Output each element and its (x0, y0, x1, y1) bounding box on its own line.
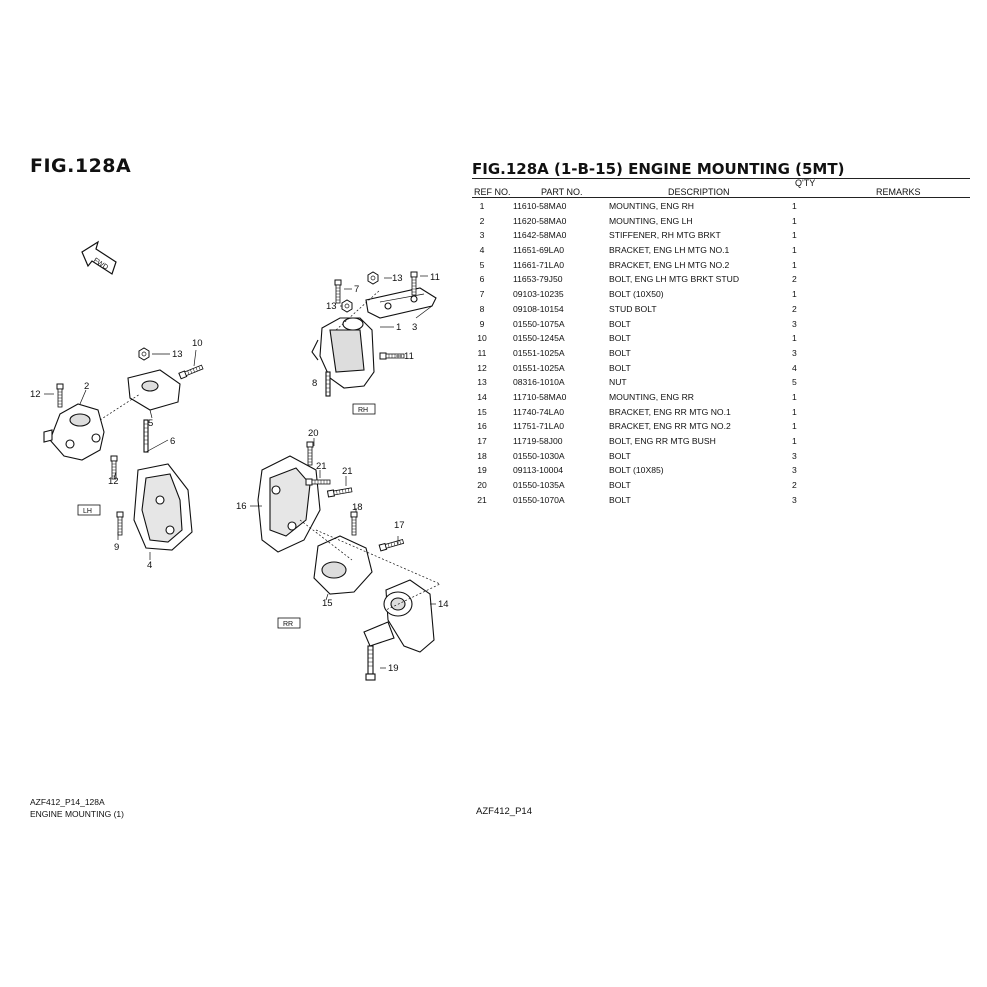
callout-13b: 13 (392, 273, 403, 284)
ref-no-cell: 12 (477, 362, 487, 373)
qty-cell: 1 (792, 245, 797, 256)
description-cell: MOUNTING, ENG LH (609, 215, 693, 226)
callout-21b: 21 (342, 466, 353, 477)
description-cell: STIFFENER, RH MTG BRKT (609, 230, 721, 241)
qty-cell: 3 (792, 450, 797, 461)
callout-11b: 11 (404, 351, 414, 362)
qty-cell: 1 (792, 421, 797, 432)
qty-cell: 1 (792, 391, 797, 402)
header-description: DESCRIPTION (668, 187, 730, 197)
callout-12b: 12 (108, 476, 119, 487)
part-no-cell: 01550-1035A (513, 480, 565, 491)
callout-3: 3 (412, 322, 418, 333)
part-no-cell: 11661-71LA0 (513, 259, 564, 270)
part-no-cell: 01550-1075A (513, 318, 565, 329)
part-no-cell: 09113-10004 (513, 465, 564, 476)
ref-no-cell: 13 (477, 377, 487, 388)
ref-no-cell: 3 (479, 230, 485, 241)
part-no-cell: 11610-58MA0 (513, 201, 567, 211)
part-no-cell: 11751-71LA0 (513, 421, 564, 432)
svg-text:RH: RH (358, 407, 369, 414)
description-cell: MOUNTING, ENG RH (609, 201, 694, 211)
callout-20: 20 (308, 428, 319, 439)
description-cell: BOLT (609, 318, 631, 329)
lh-box-label (78, 505, 100, 515)
stiffener-rh-bracket-part (366, 288, 436, 318)
qty-cell: 1 (792, 230, 797, 241)
callout-21a: 21 (316, 461, 327, 472)
qty-cell: 1 (792, 333, 797, 344)
part-no-cell: 09108-10154 (513, 303, 564, 314)
callout-13c: 13 (326, 301, 337, 312)
ref-no-cell: 7 (479, 289, 485, 300)
callout-15: 15 (322, 598, 333, 609)
image-caption: ENGINE MOUNTING (1) (30, 809, 124, 819)
ref-no-cell: 6 (479, 274, 485, 285)
part-no-cell: 11740-74LA0 (513, 406, 564, 417)
ref-no-cell: 1 (479, 201, 485, 211)
callout-10: 10 (192, 338, 203, 349)
part-no-cell: 11719-58J00 (513, 436, 563, 446)
callout-16: 16 (236, 501, 247, 512)
callout-13a: 13 (172, 349, 183, 360)
image-code: AZF412_P14_128A (30, 797, 105, 807)
qty-cell: 1 (792, 259, 797, 270)
ref-no-cell: 15 (477, 406, 487, 417)
callout-9: 9 (114, 542, 120, 553)
callout-4: 4 (147, 560, 153, 571)
description-cell: BOLT (609, 362, 631, 373)
description-cell: BRACKET, ENG LH MTG NO.1 (609, 245, 730, 256)
description-cell: NUT (609, 377, 627, 388)
header-remarks: REMARKS (876, 187, 921, 197)
callout-18: 18 (352, 502, 363, 513)
mounting-eng-rr-part (386, 580, 434, 652)
callout-7: 7 (354, 284, 360, 295)
ref-no-cell: 14 (477, 391, 487, 402)
part-no-cell: 01550-1030A (513, 450, 565, 461)
callout-1: 1 (396, 322, 402, 333)
fwd-arrow-label: FWD (91, 257, 110, 272)
lh-mount-group (44, 348, 203, 550)
callout-11a: 11 (430, 272, 440, 283)
qty-cell: 5 (792, 377, 797, 388)
qty-cell: 3 (792, 494, 797, 505)
ref-no-cell: 10 (477, 333, 487, 344)
mounting-eng-lh-part (50, 404, 104, 460)
description-cell: BOLT (609, 480, 631, 491)
description-cell: BOLT (609, 494, 631, 505)
qty-cell: 1 (792, 201, 797, 211)
description-cell: BOLT (609, 347, 631, 358)
description-cell: MOUNTING, ENG RR (609, 391, 694, 402)
header-part-no: PART NO. (541, 187, 583, 197)
part-no-cell: 11651-69LA0 (513, 245, 564, 256)
ref-no-cell: 21 (477, 494, 487, 505)
ref-no-cell: 19 (477, 465, 487, 476)
rh-mount-group (312, 272, 436, 396)
rh-box-label (353, 404, 375, 414)
callout-17: 17 (394, 520, 405, 531)
ref-no-cell: 18 (477, 450, 487, 461)
ref-no-cell: 5 (479, 259, 485, 270)
forward-arrow-icon (82, 242, 116, 274)
qty-cell: 2 (792, 274, 797, 285)
table-title: FIG.128A (1-B-15) ENGINE MOUNTING (5MT) (472, 160, 845, 178)
callout-5: 5 (148, 418, 154, 429)
part-no-cell: 11642-58MA0 (513, 230, 567, 241)
svg-text:LH: LH (83, 508, 92, 515)
description-cell: BOLT, ENG RR MTG BUSH (609, 436, 716, 446)
part-no-cell: 11710-58MA0 (513, 391, 567, 402)
svg-text:RR: RR (283, 621, 294, 628)
description-cell: BOLT, ENG LH MTG BRKT STUD (609, 274, 740, 285)
header-ref-no: REF NO. (474, 187, 511, 197)
qty-cell: 3 (792, 465, 797, 476)
callout-19: 19 (388, 663, 399, 674)
ref-no-cell: 2 (479, 215, 485, 226)
description-cell: BOLT (609, 333, 631, 344)
part-no-cell: 09103-10235 (513, 289, 564, 300)
description-cell: STUD BOLT (609, 303, 657, 314)
part-no-cell: 01551-1025A (513, 362, 565, 373)
callout-6: 6 (170, 436, 176, 447)
part-no-cell: 11620-58MA0 (513, 215, 567, 226)
part-no-cell: 01550-1245A (513, 333, 565, 344)
page-code: AZF412_P14 (476, 806, 532, 817)
rr-box-label (278, 618, 300, 628)
ref-no-cell: 11 (477, 347, 487, 358)
qty-cell: 2 (792, 303, 797, 314)
part-no-cell: 01551-1025A (513, 347, 565, 358)
description-cell: BOLT (10X50) (609, 289, 664, 300)
description-cell: BOLT (10X85) (609, 465, 664, 476)
qty-cell: 1 (792, 289, 797, 300)
callout-12a: 12 (30, 389, 41, 400)
part-no-cell: 08316-1010A (513, 377, 565, 388)
qty-cell: 4 (792, 362, 797, 373)
qty-cell: 1 (792, 436, 797, 446)
qty-cell: 2 (792, 480, 797, 491)
callout-8: 8 (312, 378, 318, 389)
callout-14: 14 (438, 599, 449, 610)
ref-no-cell: 9 (479, 318, 485, 329)
qty-cell: 3 (792, 347, 797, 358)
ref-no-cell: 16 (477, 421, 487, 432)
description-cell: BRACKET, ENG LH MTG NO.2 (609, 259, 730, 270)
ref-no-cell: 4 (479, 245, 485, 256)
qty-cell: 1 (792, 215, 797, 226)
ref-no-cell: 17 (477, 436, 487, 446)
ref-no-cell: 20 (477, 480, 487, 491)
qty-cell: 1 (792, 406, 797, 417)
part-no-cell: 11653-79J50 (513, 274, 563, 285)
callout-2: 2 (84, 381, 90, 392)
header-qty: Q'TY (795, 178, 816, 188)
description-cell: BOLT (609, 450, 631, 461)
figure-label: FIG.128A (30, 155, 132, 177)
description-cell: BRACKET, ENG RR MTG NO.1 (609, 406, 731, 417)
ref-no-cell: 8 (479, 303, 485, 314)
part-no-cell: 01550-1070A (513, 494, 565, 505)
qty-cell: 3 (792, 318, 797, 329)
callout-labels (30, 272, 449, 674)
description-cell: BRACKET, ENG RR MTG NO.2 (609, 421, 731, 432)
